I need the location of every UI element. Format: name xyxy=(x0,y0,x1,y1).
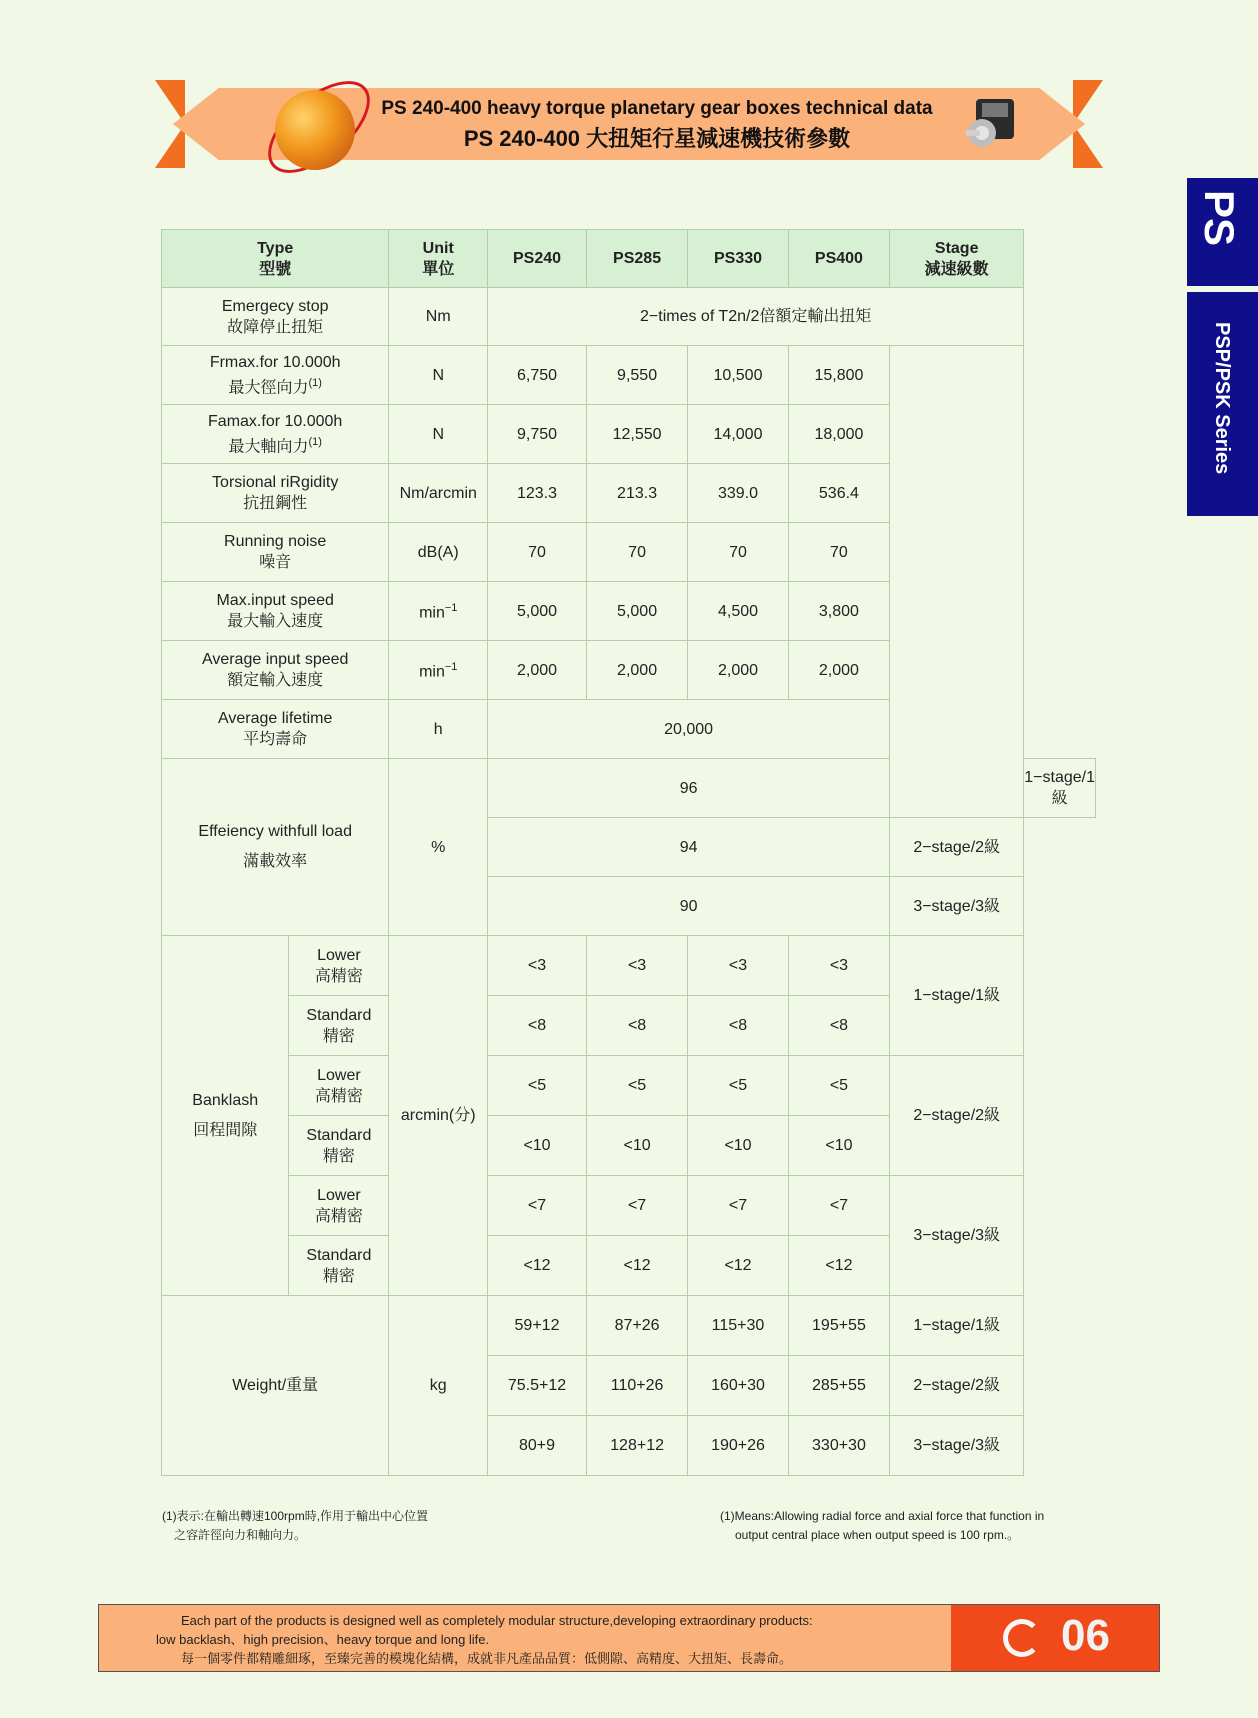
stage-cell: 2−stage/2級 xyxy=(890,1056,1024,1176)
cell-value: 123.3 xyxy=(488,464,587,523)
header-unit-label: Unit xyxy=(422,239,454,257)
company-logo-icon xyxy=(1003,1619,1041,1657)
cell-value: <5 xyxy=(688,1056,789,1116)
footer-line1: Each part of the products is designed well as completely modular structure,developing extraordinary products: xyxy=(181,1613,813,1628)
row-label xyxy=(162,582,389,641)
row-label-cn-text: 最大軸向力 xyxy=(228,438,309,456)
table-row xyxy=(162,1056,1096,1116)
footer-text xyxy=(99,1611,959,1668)
cell-value: 80+9 xyxy=(488,1416,587,1476)
precision-label-cn: 精密 xyxy=(322,1027,355,1045)
row-label-en: Running noise xyxy=(224,533,327,550)
row-label-cn: 額定輸入速度 xyxy=(227,672,324,689)
precision-label-cn: 高精密 xyxy=(314,967,363,985)
row-unit: h xyxy=(389,700,488,759)
footnote-cn-line1: (1)表示:在輸出轉速100rpm時,作用于輸出中心位置 xyxy=(162,1509,429,1523)
cell-value: <8 xyxy=(586,996,687,1056)
cell-value: <3 xyxy=(688,936,789,996)
cell-value: <12 xyxy=(586,1236,687,1296)
cell-value: 3,800 xyxy=(788,582,889,641)
row-label-en: Max.input speed xyxy=(216,592,334,609)
globe-logo-icon xyxy=(275,90,355,170)
side-tab-ps xyxy=(1187,178,1258,286)
precision-label-en: Standard xyxy=(306,1126,372,1144)
cell-value: 2,000 xyxy=(488,641,587,700)
cell-value: 6,750 xyxy=(488,346,587,405)
row-label-en: Famax.for 10.000h xyxy=(208,412,343,430)
footer-line3: 每一個零件都精雕細琢，至臻完善的模塊化結構，成就非凡產品品質：低側隙、高精度、大扭矩、長壽命。 xyxy=(181,1651,793,1666)
cell-value: 9,550 xyxy=(586,346,687,405)
row-label-cn xyxy=(162,373,388,398)
cell-value: 213.3 xyxy=(586,464,687,523)
side-tab-series xyxy=(1187,292,1258,516)
stage-cell: 3−stage/3級 xyxy=(890,1176,1024,1296)
cell-value: <7 xyxy=(586,1176,687,1236)
row-unit: dB(A) xyxy=(389,523,488,582)
unit-exponent: −1 xyxy=(444,602,458,615)
header-type xyxy=(162,230,389,288)
header-stage xyxy=(890,230,1024,288)
precision-label-en: Standard xyxy=(306,1006,372,1024)
header-model-ps330: PS330 xyxy=(688,230,789,288)
cell-value: 75.5+12 xyxy=(488,1356,587,1416)
cell-value: <7 xyxy=(788,1176,889,1236)
precision-standard xyxy=(289,996,389,1056)
precision-label-en: Lower xyxy=(317,1066,361,1084)
header-stage-label: Stage xyxy=(934,239,979,257)
unit-exponent: −1 xyxy=(444,661,458,674)
row-label-en: Torsional riRgidity xyxy=(212,474,339,491)
cell-value: 115+30 xyxy=(688,1296,789,1356)
table-row xyxy=(162,288,1096,346)
stage-cell: 2−stage/2級 xyxy=(890,1356,1024,1416)
row-unit: Nm xyxy=(389,288,488,346)
row-label-cn: 平均壽命 xyxy=(243,731,308,748)
gearbox-product-icon xyxy=(962,95,1020,153)
stage-cell: 1−stage/1級 xyxy=(890,1296,1024,1356)
row-label-cn: 故障停止扭矩 xyxy=(227,318,324,336)
stage-cell: 1−stage/1級 xyxy=(1024,759,1096,818)
cell-value: <7 xyxy=(488,1176,587,1236)
precision-lower xyxy=(289,1176,389,1236)
cell-value: 330+30 xyxy=(788,1416,889,1476)
row-label: Weight/重量 xyxy=(162,1296,389,1476)
cell-value: 2,000 xyxy=(688,641,789,700)
cell-value: 2,000 xyxy=(586,641,687,700)
row-unit: Nm/arcmin xyxy=(389,464,488,523)
row-label-en: Effeiency withfull load xyxy=(198,823,352,840)
precision-standard xyxy=(289,1116,389,1176)
unit-text: min xyxy=(419,663,445,681)
header-model-ps240: PS240 xyxy=(488,230,587,288)
row-label-cn: 最大輸入速度 xyxy=(227,613,324,630)
precision-lower xyxy=(289,936,389,996)
row-label xyxy=(162,936,289,1296)
cell-value: <5 xyxy=(488,1056,587,1116)
footnote-marker: (1) xyxy=(308,376,322,389)
row-value: 20,000 xyxy=(488,700,890,759)
cell-value: 10,500 xyxy=(688,346,789,405)
unit-text: min xyxy=(419,604,445,622)
row-label xyxy=(162,641,389,700)
row-value: 2−times of T2n/2倍額定輸出扭矩 xyxy=(488,288,1024,346)
cell-value: 5,000 xyxy=(586,582,687,641)
header-type-label-cn: 型號 xyxy=(259,260,292,278)
precision-label-cn: 精密 xyxy=(322,1267,355,1285)
cell-value: 5,000 xyxy=(488,582,587,641)
row-unit: kg xyxy=(389,1296,488,1476)
cell-value: 160+30 xyxy=(688,1356,789,1416)
cell-value: 70 xyxy=(586,523,687,582)
precision-label-en: Lower xyxy=(317,1186,361,1204)
cell-value: <5 xyxy=(788,1056,889,1116)
cell-value: 195+55 xyxy=(788,1296,889,1356)
row-label xyxy=(162,523,389,582)
header-model-ps400: PS400 xyxy=(788,230,889,288)
cell-value: 15,800 xyxy=(788,346,889,405)
cell-value: <3 xyxy=(488,936,587,996)
row-unit xyxy=(389,641,488,700)
cell-value: <12 xyxy=(688,1236,789,1296)
page-title-en: PS 240-400 heavy torque planetary gear boxes technical data xyxy=(381,98,933,119)
stage-cell: 1−stage/1級 xyxy=(890,936,1024,1056)
row-label-en: Average lifetime xyxy=(217,710,333,727)
row-label-cn: 噪音 xyxy=(259,554,292,571)
precision-label-cn: 精密 xyxy=(322,1147,355,1165)
row-label xyxy=(162,464,389,523)
cell-value: <10 xyxy=(788,1116,889,1176)
cell-value: 87+26 xyxy=(586,1296,687,1356)
footnote-cn xyxy=(162,1507,428,1545)
header-stage-label-cn: 減速級數 xyxy=(924,260,989,278)
table-row xyxy=(162,346,1096,405)
row-label-en: Banklash xyxy=(192,1091,259,1109)
row-unit: N xyxy=(389,346,488,405)
precision-label-en: Standard xyxy=(306,1246,372,1264)
precision-lower xyxy=(289,1056,389,1116)
cell-value: 285+55 xyxy=(788,1356,889,1416)
stage-cell: 3−stage/3級 xyxy=(890,877,1024,936)
cell-value: 2,000 xyxy=(788,641,889,700)
cell-value: 4,500 xyxy=(688,582,789,641)
side-tab-series-label: PSP/PSK Series xyxy=(1211,322,1233,475)
cell-value: <12 xyxy=(788,1236,889,1296)
cell-value: 70 xyxy=(488,523,587,582)
cell-value: 14,000 xyxy=(688,405,789,464)
row-label-en: Average input speed xyxy=(201,651,349,668)
cell-value: <8 xyxy=(688,996,789,1056)
page-number-box xyxy=(951,1605,1159,1671)
cell-value: <5 xyxy=(586,1056,687,1116)
header-unit-label-cn: 單位 xyxy=(422,260,455,278)
row-label xyxy=(162,700,389,759)
technical-data-table xyxy=(161,229,1096,1476)
page-title-cn: PS 240-400 大扭矩行星減速機技術參數 xyxy=(463,126,851,151)
cell-value: 339.0 xyxy=(688,464,789,523)
cell-value: 190+26 xyxy=(688,1416,789,1476)
cell-value: 128+12 xyxy=(586,1416,687,1476)
table-row xyxy=(162,1296,1096,1356)
cell-value: 9,750 xyxy=(488,405,587,464)
cell-value: <8 xyxy=(488,996,587,1056)
page-number: 06 xyxy=(1061,1611,1110,1660)
precision-label-cn: 高精密 xyxy=(314,1087,363,1105)
stage-cell: 2−stage/2級 xyxy=(890,818,1024,877)
cell-value: 18,000 xyxy=(788,405,889,464)
footnote-cn-line2: 之容許徑向力和軸向力。 xyxy=(174,1528,307,1542)
header-model-ps285: PS285 xyxy=(586,230,687,288)
cell-value: <8 xyxy=(788,996,889,1056)
cell-value: 12,550 xyxy=(586,405,687,464)
cell-value: 110+26 xyxy=(586,1356,687,1416)
stage-cell: 3−stage/3級 xyxy=(890,1416,1024,1476)
row-label xyxy=(162,346,389,405)
cell-value: 70 xyxy=(788,523,889,582)
row-label-cn: 滿載效率 xyxy=(243,853,308,870)
table-header-row xyxy=(162,230,1096,288)
row-label-cn-text: 最大徑向力 xyxy=(228,379,309,397)
cell-value: <3 xyxy=(788,936,889,996)
stage-blank-cell xyxy=(890,346,1024,818)
row-label-cn: 回程間隙 xyxy=(193,1121,258,1139)
row-label xyxy=(162,405,389,464)
footer-bar xyxy=(98,1604,1160,1672)
table-row xyxy=(162,936,1096,996)
cell-value: 70 xyxy=(688,523,789,582)
cell-value: <10 xyxy=(688,1116,789,1176)
footnote-en-line1: (1)Means:Allowing radial force and axial force that function in xyxy=(720,1509,1045,1523)
row-value: 94 xyxy=(488,818,890,877)
side-tab-ps-label: PS xyxy=(1196,190,1243,247)
row-label-en: Frmax.for 10.000h xyxy=(209,353,341,371)
footnote-marker: (1) xyxy=(308,435,322,448)
row-unit xyxy=(389,582,488,641)
footer-line2: low backlash、high precision、heavy torque and long life. xyxy=(156,1632,490,1647)
footnote-en xyxy=(720,1507,1044,1545)
cell-value: 59+12 xyxy=(488,1296,587,1356)
row-label-cn xyxy=(162,432,388,457)
table-row xyxy=(162,1176,1096,1236)
precision-label-cn: 高精密 xyxy=(314,1207,363,1225)
row-label-en: Emergecy stop xyxy=(221,297,329,315)
row-unit: arcmin(分) xyxy=(389,936,488,1296)
cell-value: <3 xyxy=(586,936,687,996)
cell-value: <10 xyxy=(488,1116,587,1176)
row-value: 90 xyxy=(488,877,890,936)
footnote-en-line2: output central place when output speed is 100 rpm.。 xyxy=(735,1528,1020,1542)
precision-standard xyxy=(289,1236,389,1296)
header-type-label: Type xyxy=(257,239,294,257)
row-label-cn: 抗扭鋼性 xyxy=(243,495,308,512)
row-unit: % xyxy=(389,759,488,936)
row-label xyxy=(162,759,389,936)
precision-label-en: Lower xyxy=(317,946,361,964)
row-value: 96 xyxy=(488,759,890,818)
cell-value: <7 xyxy=(688,1176,789,1236)
cell-value: 536.4 xyxy=(788,464,889,523)
header-unit xyxy=(389,230,488,288)
cell-value: <12 xyxy=(488,1236,587,1296)
cell-value: <10 xyxy=(586,1116,687,1176)
row-label xyxy=(162,288,389,346)
row-unit: N xyxy=(389,405,488,464)
